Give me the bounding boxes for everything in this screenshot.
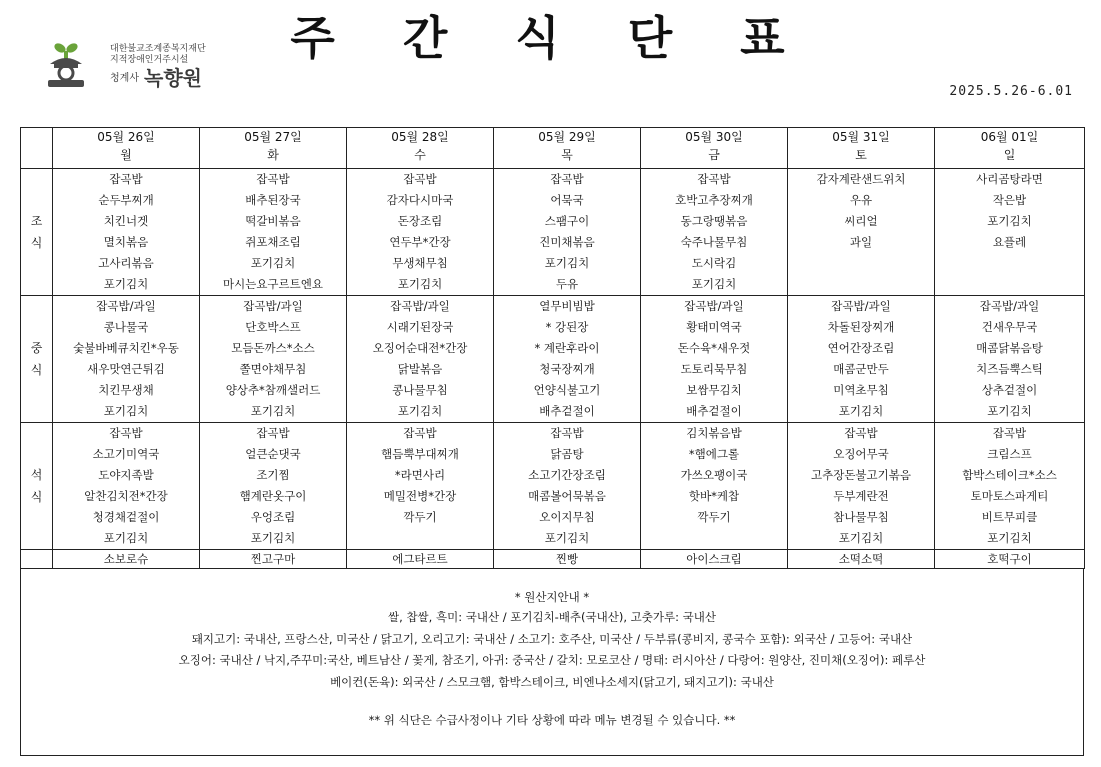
menu-item: 쥐포채조림	[245, 235, 301, 249]
day-header	[788, 128, 935, 169]
menu-item: 차돌된장찌개	[827, 320, 895, 334]
day-header	[200, 128, 347, 169]
menu-item: 동그랑땡볶음	[680, 214, 748, 228]
menu-item: 잡곡밥/과일	[390, 299, 450, 313]
menu-item: 고사리볶음	[98, 256, 154, 270]
menu-item: 포기김치	[691, 277, 737, 291]
snack-cell: 에그타르트	[347, 550, 494, 569]
menu-item: 가쓰오팽이국	[680, 468, 748, 482]
snack-cell: 소떡소떡	[788, 550, 935, 569]
menu-item: 잡곡밥/과일	[684, 299, 744, 313]
day-date: 05월 29일	[538, 130, 596, 144]
day-weekday: 월	[120, 148, 132, 162]
menu-cell	[788, 296, 935, 423]
snack-cell: 찐빵	[494, 550, 641, 569]
menu-item: 포기김치	[987, 404, 1032, 418]
menu-item: 멸치볶음	[103, 235, 149, 249]
menu-item: 쫄면야채무침	[239, 362, 307, 376]
corner-cell	[21, 128, 53, 169]
menu-cell	[641, 169, 788, 296]
menu-cell	[935, 169, 1085, 296]
menu-item: 잡곡밥/과일	[979, 299, 1040, 313]
menu-item: 잡곡밥	[550, 172, 584, 186]
menu-item: 콩나물무침	[392, 383, 448, 397]
menu-item: 연어간장조림	[827, 341, 895, 355]
menu-item: 우유	[849, 193, 873, 207]
snack-cell: 호떡구이	[935, 550, 1085, 569]
menu-item: 감자계란샌드위치	[816, 172, 906, 186]
menu-item: 상추겉절이	[981, 383, 1038, 397]
menu-item: 열무비빔밥	[539, 299, 595, 313]
menu-item: 작은밥	[992, 193, 1027, 207]
meal-label	[21, 169, 53, 296]
menu-item: * 강된장	[545, 320, 589, 334]
menu-item: 감자다시마국	[386, 193, 454, 207]
snack-cell: 소보로슈	[53, 550, 200, 569]
menu-item: 배추겉절이	[539, 404, 595, 418]
menu-item: 황태미역국	[686, 320, 742, 334]
day-weekday: 금	[708, 148, 720, 162]
menu-item: 치킨너겟	[103, 214, 149, 228]
menu-item: 포기김치	[250, 404, 296, 418]
meal-label-char: 식	[30, 490, 43, 504]
menu-table	[20, 127, 1085, 569]
menu-item: 돈장조림	[397, 214, 443, 228]
menu-item: 매콤볼어묵볶음	[528, 489, 606, 503]
menu-item: 잡곡밥	[109, 172, 143, 186]
meal-label-char: 중	[30, 341, 43, 355]
menu-item: * 계란후라이	[534, 341, 600, 355]
menu-item: 매콤닭볶음탕	[976, 341, 1043, 355]
menu-cell	[347, 169, 494, 296]
menu-cell	[641, 423, 788, 550]
menu-item: 포기김치	[103, 404, 149, 418]
menu-item: 햄듬뿍부대찌개	[381, 447, 459, 461]
day-date: 05월 28일	[391, 130, 449, 144]
menu-item: 포기김치	[987, 531, 1032, 545]
menu-item: 모듬돈까스*소스	[231, 341, 315, 355]
menu-item: 잡곡밥	[697, 172, 731, 186]
menu-item: 잡곡밥/과일	[243, 299, 303, 313]
menu-cell	[200, 296, 347, 423]
menu-cell	[53, 169, 200, 296]
menu-item: 과일	[849, 235, 873, 249]
menu-item: 잡곡밥/과일	[831, 299, 891, 313]
menu-cell	[494, 423, 641, 550]
menu-item: 잡곡밥	[550, 426, 584, 440]
meal-label-char: 식	[30, 363, 43, 377]
meal-label	[21, 423, 53, 550]
menu-item: 치즈듬뿍스틱	[976, 362, 1043, 376]
menu-item: 포기김치	[838, 404, 884, 418]
menu-item: 잡곡밥	[109, 426, 143, 440]
notice-line: 오징어: 국내산 / 낙지,주꾸미:국산, 베트남산 / 꽃게, 참조기, 아귀: 중국산 / 갈치: 모로코산 / 명태: 러시아산 / 다랑어: 원양산, 진미채(오징어): 페루산	[178, 653, 926, 667]
menu-item: 스팸구이	[544, 214, 590, 228]
menu-item: 얼큰순댓국	[245, 447, 301, 461]
menu-item: 참나물무침	[833, 510, 889, 524]
menu-item: 소고기미역국	[92, 447, 160, 461]
menu-item: 배추겉절이	[686, 404, 742, 418]
menu-item: 비트무피클	[981, 510, 1038, 524]
menu-item: 진미채볶음	[539, 235, 595, 249]
logo-name-big: 녹향원	[144, 66, 202, 90]
menu-item: 새우맛연근튀김	[87, 362, 165, 376]
menu-item: 잡곡밥	[844, 426, 878, 440]
menu-item: 떡갈비볶음	[245, 214, 301, 228]
menu-item: 알찬김치전*간장	[84, 489, 168, 503]
menu-item: 청경채겉절이	[92, 510, 160, 524]
menu-cell	[200, 169, 347, 296]
menu-item: 씨리얼	[844, 214, 878, 228]
menu-item: 잡곡밥/과일	[96, 299, 156, 313]
menu-item: 닭곰탕	[550, 447, 584, 461]
lotus-pagoda-logo-icon	[46, 38, 106, 90]
menu-item: 돈수육*새우젓	[677, 341, 751, 355]
menu-item: 조기찜	[256, 468, 290, 482]
menu-cell	[53, 423, 200, 550]
menu-item: 연두부*간장	[389, 235, 451, 249]
menu-item: 포기김치	[250, 256, 296, 270]
menu-item: 오징어무국	[833, 447, 889, 461]
menu-item: 잡곡밥	[403, 426, 437, 440]
menu-item: 도토리묵무침	[680, 362, 748, 376]
meal-row-dinner	[21, 423, 1085, 550]
menu-item: 언양식불고기	[533, 383, 601, 397]
day-date: 06월 01일	[980, 130, 1039, 144]
menu-cell	[935, 423, 1085, 550]
day-weekday: 화	[267, 148, 279, 162]
menu-item: 매콤군만두	[833, 362, 889, 376]
menu-item: 두부계란전	[833, 489, 889, 503]
menu-item: 포기김치	[987, 214, 1032, 228]
menu-item: 도야지족발	[98, 468, 154, 482]
day-date: 05월 31일	[832, 130, 890, 144]
menu-item: 순두부찌개	[98, 193, 154, 207]
meal-label-char: 석	[30, 468, 43, 482]
menu-item: 마시는요구르트엔요	[223, 277, 323, 291]
menu-cell	[347, 423, 494, 550]
notice-footer: ** 위 식단은 수급사정이나 기타 상황에 따라 메뉴 변경될 수 있습니다. **	[368, 713, 736, 727]
menu-item: 잡곡밥	[256, 172, 290, 186]
menu-item: 사리곰탕라면	[976, 172, 1043, 186]
menu-item: 포기김치	[544, 531, 590, 545]
menu-cell	[347, 296, 494, 423]
menu-item: 잡곡밥	[403, 172, 437, 186]
menu-item: 포기김치	[397, 404, 443, 418]
menu-item: *햄에그롤	[688, 447, 740, 461]
snack-cell: 아이스크림	[641, 550, 788, 569]
snack-label-cell	[21, 550, 53, 569]
menu-item: 고추장돈불고기볶음	[811, 468, 911, 482]
menu-cell	[494, 296, 641, 423]
menu-item: 함박스테이크*소스	[962, 468, 1057, 482]
menu-item: 닭발볶음	[397, 362, 443, 376]
menu-cell	[788, 423, 935, 550]
day-weekday: 일	[1003, 148, 1016, 162]
day-weekday: 목	[561, 148, 573, 162]
day-header	[935, 128, 1085, 169]
menu-item: 도시락김	[691, 256, 737, 270]
menu-item: 김치볶음밥	[686, 426, 742, 440]
menu-item: 호박고추장찌개	[675, 193, 753, 207]
menu-item: 토마토스파게티	[970, 489, 1049, 503]
menu-item: *라면사리	[394, 468, 446, 482]
day-header-row	[21, 128, 1085, 169]
meal-row-lunch	[21, 296, 1085, 423]
menu-item: 오이지무침	[539, 510, 595, 524]
logo-org-line1: 대한불교조계종복지재단	[110, 44, 206, 54]
menu-item: 소고기간장조림	[528, 468, 606, 482]
menu-item: 콩나물국	[103, 320, 149, 334]
menu-item: 오징어순대전*간장	[372, 341, 468, 355]
origin-notice	[20, 568, 1084, 756]
menu-item: 보쌈무김치	[686, 383, 742, 397]
menu-item: 메밀전병*간장	[383, 489, 457, 503]
day-header	[53, 128, 200, 169]
meal-label-char: 조	[30, 214, 43, 228]
menu-item: 무생채무침	[392, 256, 448, 270]
menu-cell	[935, 296, 1085, 423]
logo-org-line2: 지적장애인거주시설	[110, 55, 189, 65]
notice-heading: * 원산지안내 *	[514, 590, 590, 604]
menu-item: 청국장찌개	[539, 362, 595, 376]
page-title: 주 간 식 단 표	[290, 11, 811, 65]
menu-item: 우엉조림	[250, 510, 296, 524]
day-weekday: 수	[414, 148, 426, 162]
menu-item: 단호박스프	[245, 320, 301, 334]
menu-item: 핫바*케찹	[688, 489, 740, 503]
menu-item: 숯불바베큐치킨*우동	[73, 341, 179, 355]
snack-cell: 찐고구마	[200, 550, 347, 569]
meal-label	[21, 296, 53, 423]
day-weekday: 토	[855, 148, 867, 162]
menu-item: 양상추*참깨샐러드	[225, 383, 321, 397]
menu-item: 깍두기	[403, 510, 437, 524]
menu-item: 포기김치	[103, 531, 149, 545]
day-date: 05월 27일	[244, 130, 302, 144]
menu-item: 포기김치	[544, 256, 590, 270]
menu-item: 크림스프	[987, 447, 1032, 461]
meal-label-char: 식	[30, 236, 43, 250]
menu-item: 깍두기	[697, 510, 731, 524]
menu-item: 잡곡밥	[992, 426, 1027, 440]
menu-cell	[788, 169, 935, 296]
menu-item: 포기김치	[250, 531, 296, 545]
day-header	[641, 128, 788, 169]
menu-item: 건새우무국	[981, 320, 1038, 334]
day-header	[347, 128, 494, 169]
meal-row-breakfast	[21, 169, 1085, 296]
menu-cell	[494, 169, 641, 296]
notice-line: 쌀, 찹쌀, 흑미: 국내산 / 포기김치-배추(국내산), 고춧가루: 국내산	[388, 610, 716, 624]
menu-cell	[641, 296, 788, 423]
snack-row	[21, 550, 1085, 569]
menu-item: 어묵국	[550, 193, 584, 207]
menu-cell	[53, 296, 200, 423]
menu-item: 햄계란옷구이	[239, 489, 307, 503]
menu-item: 두유	[555, 277, 579, 291]
menu-cell	[200, 423, 347, 550]
menu-item: 치킨무생채	[98, 383, 154, 397]
logo	[46, 38, 266, 90]
day-date: 05월 26일	[97, 130, 155, 144]
date-range: 2025.5.26-6.01	[949, 84, 1073, 99]
menu-item: 시래기된장국	[386, 320, 454, 334]
menu-item: 포기김치	[838, 531, 884, 545]
menu-item: 배추된장국	[245, 193, 301, 207]
notice-line: 베이컨(돈육): 외국산 / 스모크햄, 함박스테이크, 비엔나소세지(닭고기, 돼지고기): 국내산	[330, 674, 774, 689]
notice-line: 돼지고기: 국내산, 프랑스산, 미국산 / 닭고기, 오리고기: 국내산 / 소고기: 호주산, 미국산 / 두부류(콩비지, 콩국수 포함): 외국산 / 고등어: 국내산	[191, 631, 913, 646]
menu-item: 포기김치	[397, 277, 443, 291]
day-date: 05월 30일	[685, 130, 743, 144]
menu-item: 요플레	[992, 235, 1027, 249]
menu-item: 잡곡밥	[256, 426, 290, 440]
menu-item: 포기김치	[103, 277, 149, 291]
logo-name-small: 청계사	[110, 73, 139, 84]
menu-item: 숙주나물무침	[680, 235, 748, 249]
day-header	[494, 128, 641, 169]
menu-item: 미역초무침	[833, 383, 889, 397]
